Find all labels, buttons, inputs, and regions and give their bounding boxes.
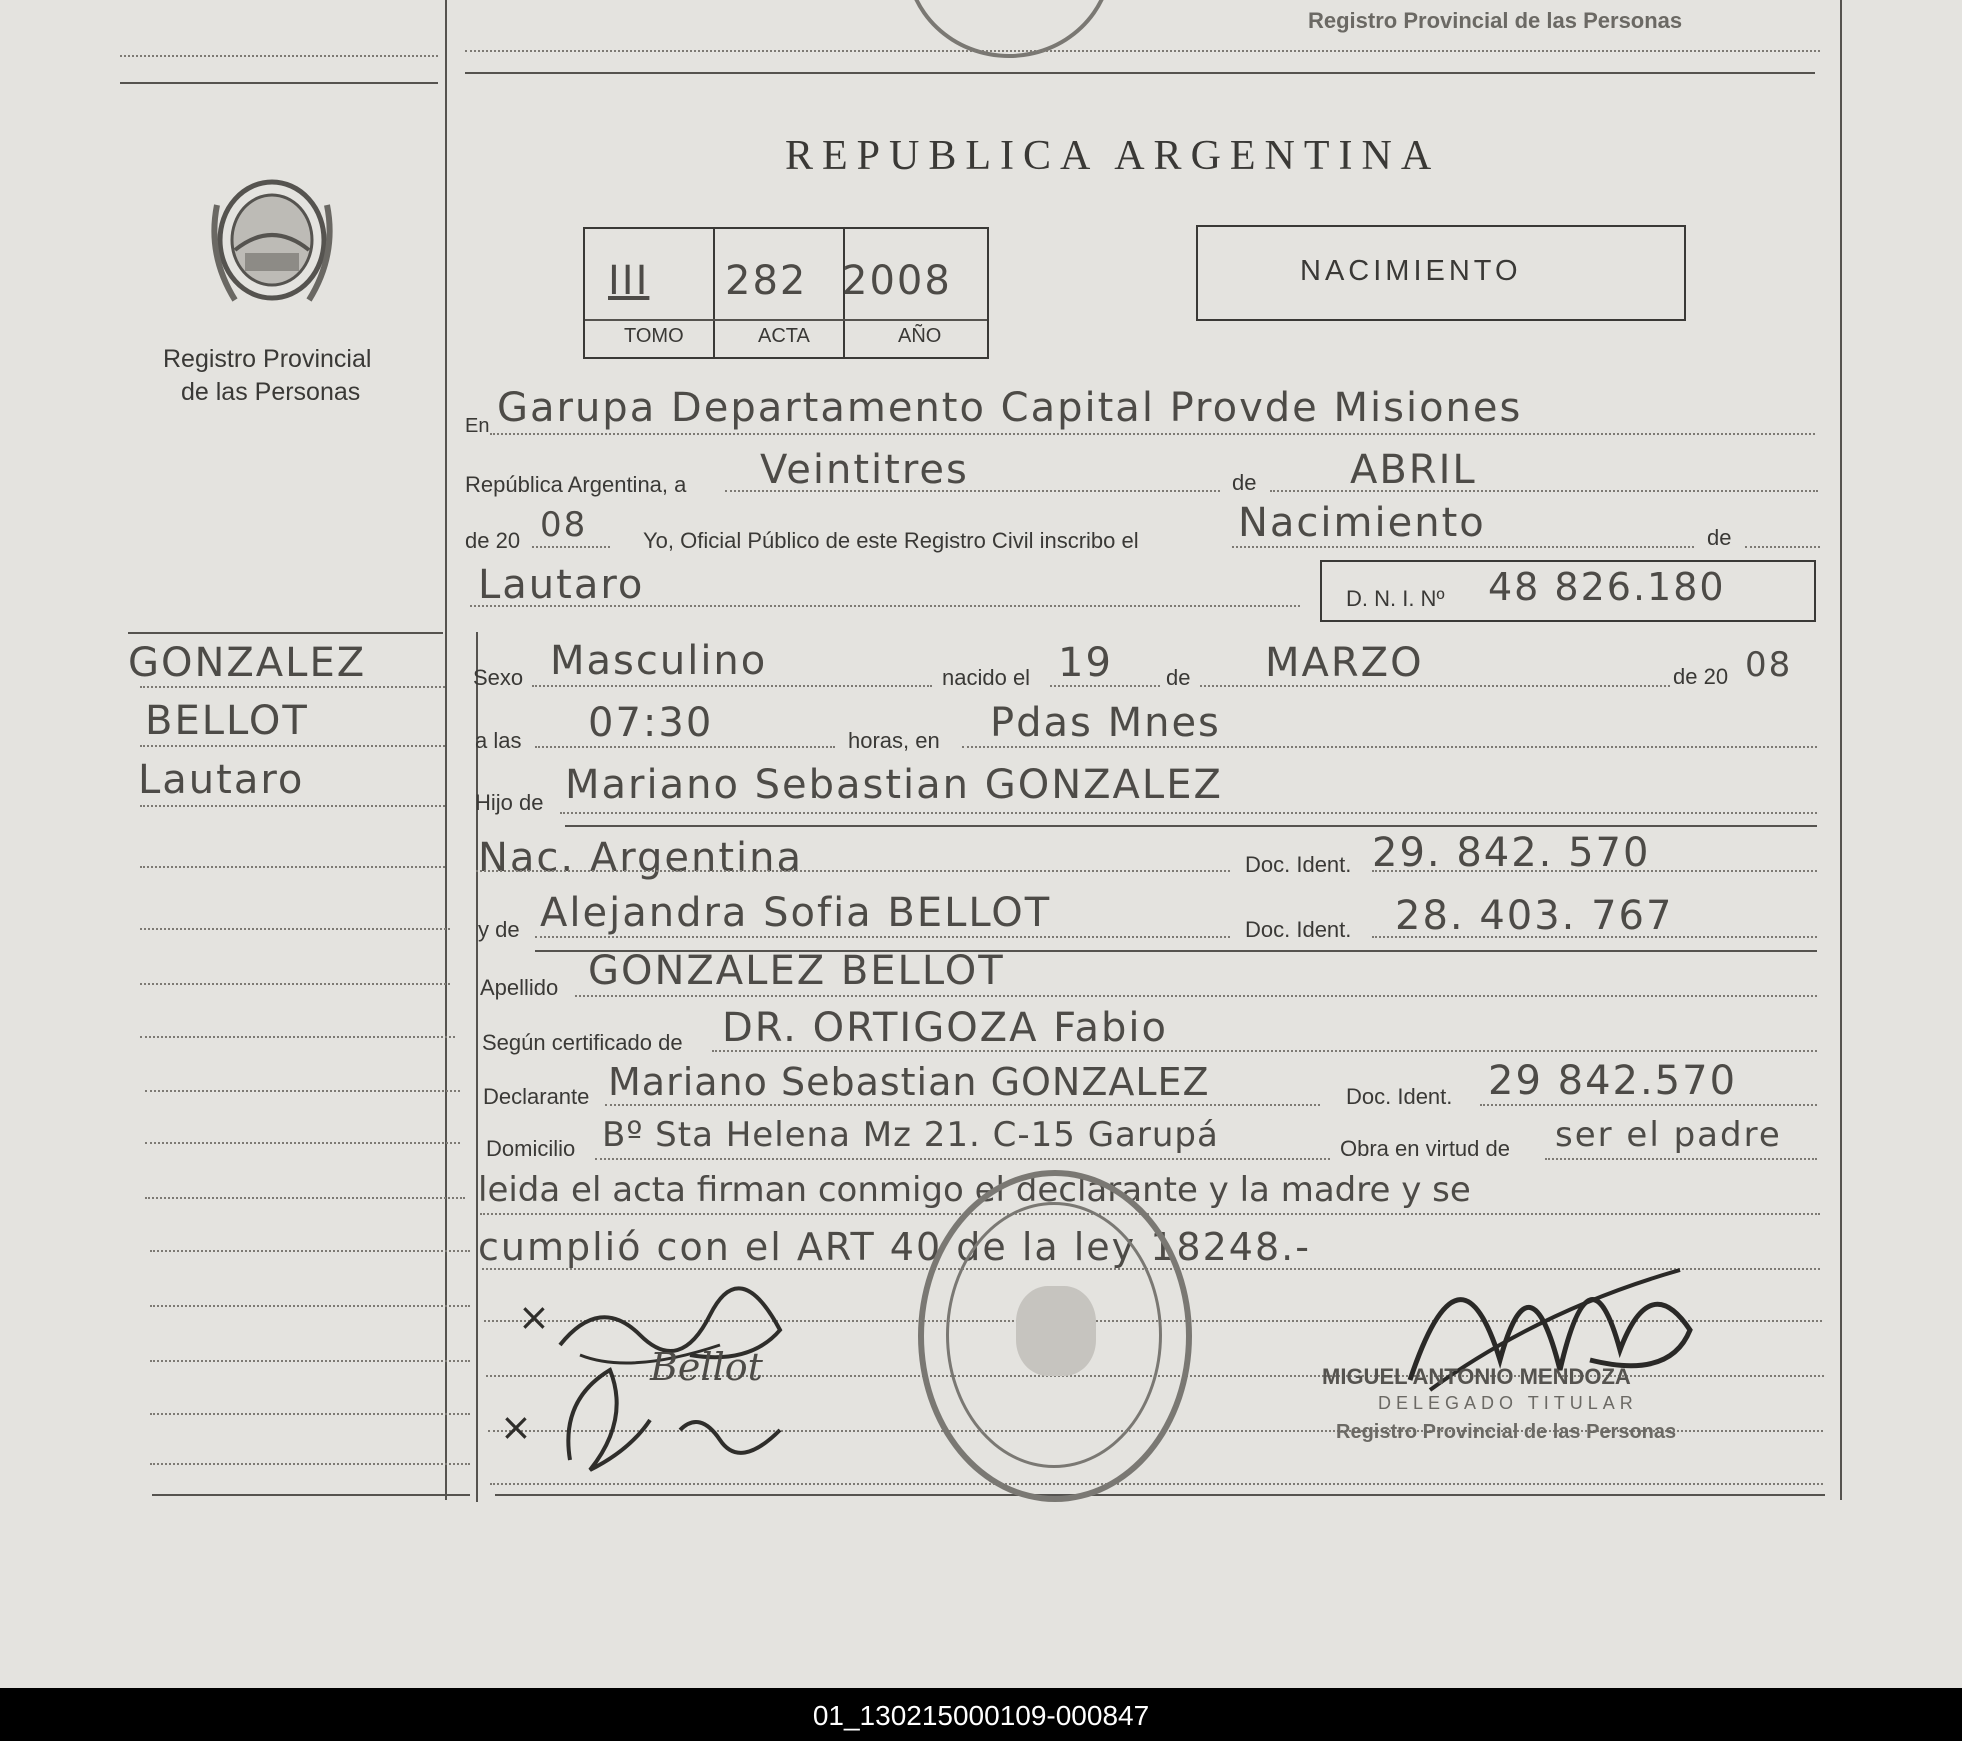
- birth-month-value: MARZO: [1265, 640, 1424, 686]
- province-emblem-icon: [205, 165, 340, 315]
- mother-signature-text: Bellot: [650, 1345, 763, 1389]
- top-registry-stamp-text: Registro Provincial de las Personas: [1308, 8, 1683, 33]
- top-left-dotted-line: [120, 55, 438, 57]
- form-bottom-rule: [495, 1494, 1825, 1496]
- registry-name-line2: de las Personas: [181, 378, 361, 406]
- father-doc-value: 29. 842. 570: [1372, 830, 1651, 876]
- doc-label3: Doc. Ident.: [1346, 1084, 1453, 1109]
- birth-year-suffix: 08: [1745, 645, 1793, 685]
- sexo-label: Sexo: [473, 665, 524, 690]
- margin-note-name: Lautaro: [138, 757, 305, 803]
- form-dotted-line: [532, 546, 610, 548]
- form-dotted-line: [575, 995, 1817, 997]
- domicilio-label: Domicilio: [486, 1136, 576, 1161]
- country-title: REPUBLICA ARGENTINA: [785, 133, 1441, 179]
- form-dotted-line: [470, 605, 1300, 607]
- republica-label: República Argentina, a: [465, 472, 687, 497]
- certificado-label: Según certificado de: [482, 1030, 683, 1055]
- month-value: ABRIL: [1350, 447, 1477, 493]
- column-divider-lower: [476, 632, 478, 1502]
- person-name-value: Lautaro: [478, 562, 645, 608]
- obra-label: Obra en virtud de: [1340, 1136, 1510, 1161]
- margin-dotted-line: [150, 1413, 470, 1415]
- registry-name-line1: Registro Provincial: [163, 345, 372, 373]
- y-de-label: y de: [478, 917, 520, 942]
- form-dotted-line: [725, 490, 1220, 492]
- birth-day-value: 19: [1058, 640, 1113, 686]
- form-dotted-line: [712, 1050, 1817, 1052]
- mother-doc-value: 28. 403. 767: [1395, 893, 1674, 939]
- footer-bar: [0, 1688, 1962, 1741]
- form-dotted-line: [1745, 546, 1820, 548]
- declarante-doc-value: 29 842.570: [1488, 1058, 1738, 1104]
- doc-label2: Doc. Ident.: [1245, 917, 1352, 942]
- obra-value: ser el padre: [1555, 1115, 1782, 1155]
- form-dotted-line: [1232, 546, 1694, 548]
- margin-dotted-line: [140, 805, 445, 807]
- observation-line1: leida el acta firman conmigo el declarante y la madre y se: [478, 1170, 1471, 1210]
- margin-dotted-line: [140, 745, 445, 747]
- form-dotted-line: [1050, 685, 1160, 687]
- day-value: Veintitres: [760, 447, 969, 493]
- right-border: [1840, 0, 1842, 1500]
- form-dotted-line: [605, 1104, 1320, 1106]
- form-dotted-line: [1545, 1158, 1817, 1160]
- footer-document-id: 01_130215000109-000847: [812, 1700, 1150, 1731]
- official-name: MIGUEL ANTONIO MENDOZA: [1322, 1364, 1631, 1389]
- official-org: Registro Provincial de las Personas: [1336, 1421, 1677, 1443]
- margin-dotted-line: [150, 1250, 470, 1252]
- form-dotted-line: [490, 1483, 1823, 1485]
- acta-value: 282: [725, 258, 808, 304]
- form-dotted-line: [1480, 1104, 1817, 1106]
- official-round-seal: [918, 1170, 1192, 1502]
- doc-label: Doc. Ident.: [1245, 852, 1352, 877]
- margin-dotted-line: [145, 1090, 460, 1092]
- top-left-rule: [120, 82, 438, 84]
- form-dotted-line: [1270, 490, 1818, 492]
- oficial-text: Yo, Oficial Público de este Registro Civil inscribo el: [643, 528, 1139, 553]
- observation-line2: cumplió con el ART 40 de la ley 18248.-: [478, 1225, 1311, 1269]
- left-margin-rule: [128, 632, 443, 634]
- father-name-value: Mariano Sebastian GONZALEZ: [565, 762, 1223, 808]
- tomo-value: III: [608, 258, 650, 304]
- de-label: de: [1232, 470, 1257, 495]
- tomo-label: TOMO: [624, 325, 684, 347]
- mother-name-value: Alejandra Sofia BELLOT: [540, 890, 1052, 936]
- domicilio-value: Bº Sta Helena Mz 21. C-15 Garupá: [602, 1115, 1219, 1155]
- margin-dotted-line: [140, 928, 450, 930]
- form-dotted-line: [1200, 685, 1670, 687]
- inscribe-type-value: Nacimiento: [1238, 500, 1486, 546]
- birth-de-label: de: [1166, 665, 1191, 690]
- margin-note-surname1: GONZALEZ: [128, 640, 367, 686]
- dni-value: 48 826.180: [1488, 565, 1726, 609]
- svg-text:×: ×: [518, 1295, 550, 1339]
- dni-label: D. N. I. Nº: [1346, 586, 1445, 611]
- form-dotted-line: [560, 812, 1817, 814]
- act-type-label: NACIMIENTO: [1300, 255, 1522, 287]
- official-seal-center-emblem: [1016, 1286, 1096, 1376]
- place-value: Garupa Departamento Capital Provde Misiones: [497, 385, 1523, 431]
- apellido-label: Apellido: [480, 975, 559, 1000]
- margin-dotted-line: [150, 1463, 470, 1465]
- form-dotted-line: [962, 746, 1817, 748]
- margin-dotted-line: [140, 983, 450, 985]
- margin-dotted-line: [145, 1142, 460, 1144]
- margin-dotted-line: [145, 1197, 465, 1199]
- de-label2: de: [1707, 525, 1732, 550]
- hijo-label: Hijo de: [475, 790, 544, 815]
- margin-note-surname2: BELLOT: [145, 698, 309, 744]
- form-dotted-line: [535, 746, 835, 748]
- en-label: En: [465, 415, 490, 437]
- declarante-value: Mariano Sebastian GONZALEZ: [608, 1060, 1210, 1104]
- form-dotted-line: [476, 870, 1230, 872]
- birth-time-value: 07:30: [588, 700, 714, 746]
- birth-year-prefix: de 20: [1673, 664, 1729, 689]
- form-dotted-line: [490, 433, 1815, 435]
- column-divider: [445, 0, 447, 1500]
- sexo-value: Masculino: [550, 638, 768, 684]
- acta-label: ACTA: [758, 325, 810, 347]
- ano-value: 2008: [842, 258, 952, 304]
- margin-dotted-line: [140, 1036, 455, 1038]
- apellido-value: GONZALEZ BELLOT: [588, 948, 1005, 994]
- certificado-value: DR. ORTIGOZA Fabio: [722, 1005, 1168, 1051]
- father-nationality-value: Nac. Argentina: [478, 835, 803, 881]
- top-right-rule: [465, 72, 1815, 74]
- birth-place-value: Pdas Mnes: [990, 700, 1221, 746]
- form-dotted-line: [595, 1158, 1330, 1160]
- year-suffix: 08: [540, 505, 588, 545]
- nacido-label: nacido el: [942, 665, 1031, 690]
- margin-dotted-line: [140, 686, 445, 688]
- father-block-rule: [565, 825, 1817, 827]
- margin-dotted-line: [150, 1305, 470, 1307]
- margin-bottom-rule: [152, 1494, 470, 1496]
- horas-label: horas, en: [848, 728, 940, 753]
- year-prefix: de 20: [465, 528, 521, 553]
- ano-label: AÑO: [898, 325, 942, 347]
- form-dotted-line: [1372, 936, 1817, 938]
- form-dotted-line: [1372, 870, 1817, 872]
- a-las-label: a las: [475, 728, 522, 753]
- margin-dotted-line: [150, 1360, 470, 1362]
- record-box-divider: [585, 319, 987, 321]
- official-role: DELEGADO TITULAR: [1378, 1393, 1638, 1413]
- declarante-label: Declarante: [483, 1084, 590, 1109]
- svg-text:×: ×: [500, 1405, 532, 1449]
- form-dotted-line: [535, 936, 1230, 938]
- top-right-dotted-line: [465, 50, 1820, 52]
- margin-dotted-line: [140, 866, 445, 868]
- form-dotted-line: [532, 685, 932, 687]
